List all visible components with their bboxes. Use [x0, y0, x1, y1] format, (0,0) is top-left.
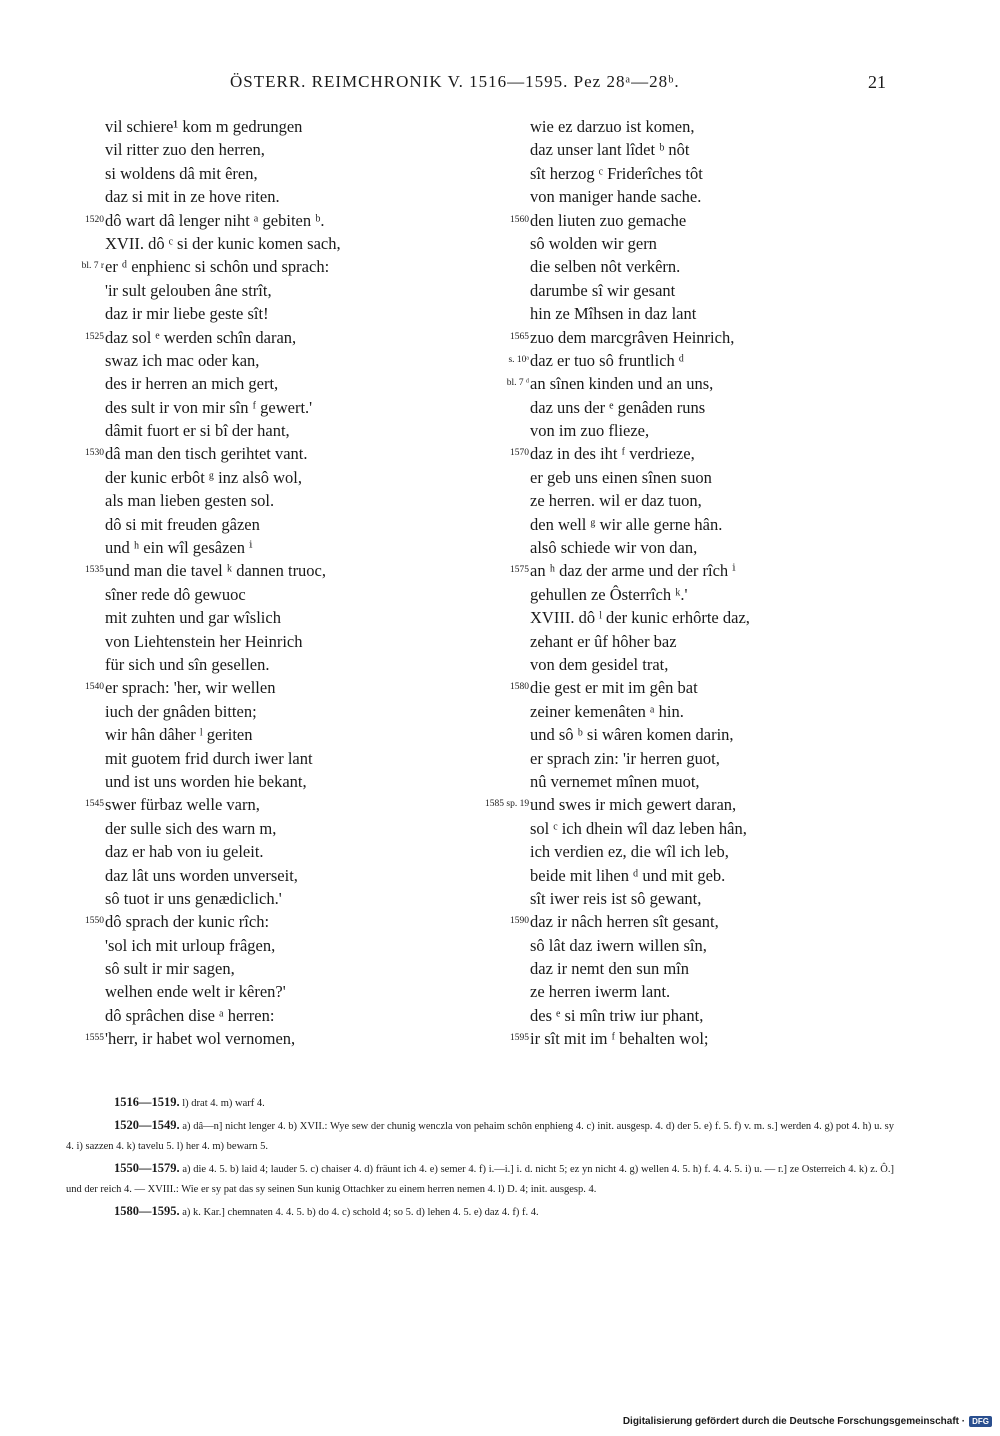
verse-text: daz si mit in ze hove riten.: [105, 187, 280, 207]
verse-line: [60, 419, 460, 442]
verse-line: [485, 513, 885, 536]
verse-text: der sulle sich des warn m,: [105, 818, 277, 838]
line-number: 1550: [85, 916, 104, 927]
verse-text: 'ir sult gelouben âne strît,: [105, 280, 272, 300]
verse-line: [485, 349, 885, 372]
verse-text: 'herr, ir habet wol vernomen,: [105, 1029, 296, 1049]
left-verse-column: [60, 115, 460, 1051]
verse-line: [60, 1004, 460, 1027]
verse-line: [60, 606, 460, 629]
footnote-text: a) die 4. 5. b) laid 4; lauder 5. c) chaiser 4. d) fräunt ich 4. e) semer 4. f) i.—i.] i. d. nicht 5; ez yn nicht 4. g) wellen 4. 5. h) f. 4. 4. 5. i) u. — r.] ze Osterreich 4. k) z. Ô.] und der reich 4. — XVIII.: Wie er sy pat das sy seinen Sun kunig Ottachker zu einem herren nemen 4. l) D. 4; init. ausgesp. 4.: [66, 1163, 895, 1195]
verse-text: mit guotem frid durch iwer lant: [105, 748, 313, 768]
verse-line: [60, 630, 460, 653]
verse-line: [60, 396, 460, 419]
verse-line: [485, 840, 885, 863]
verse-line: [60, 1027, 460, 1050]
verse-text: er sprach: 'her, wir wellen: [105, 678, 276, 698]
verse-text: an sînen kinden und an uns,: [530, 374, 714, 394]
verse-line: [485, 700, 885, 723]
verse-text: ze herren. wil er daz tuon,: [530, 491, 702, 511]
verse-line: [485, 1004, 885, 1027]
verse-line: [485, 396, 885, 419]
verse-line: [60, 489, 460, 512]
verse-line: [485, 817, 885, 840]
line-number: 1540: [85, 682, 104, 693]
verse-text: beide mit lihen ᵈ und mit geb.: [530, 865, 726, 885]
verse-text: ich verdien ez, die wîl ich leb,: [530, 842, 729, 862]
verse-line: [485, 887, 885, 910]
verse-line: [60, 279, 460, 302]
verse-text: daz ir nemt den sun mîn: [530, 959, 690, 979]
verse-text: und man die tavel ᵏ dannen truoc,: [105, 561, 327, 581]
verse-text: iuch der gnâden bitten;: [105, 701, 257, 721]
line-number: 1565: [510, 331, 529, 342]
verse-text: hin ze Mîhsen in daz lant: [530, 304, 697, 324]
verse-text: sô tuot ir uns genædiclich.': [105, 888, 282, 908]
footnote-text: l) drat 4. m) warf 4.: [182, 1098, 265, 1109]
verse-text: alsô schiede wir von dan,: [530, 538, 698, 558]
verse-line: [485, 934, 885, 957]
verse-text: des ir herren an mich gert,: [105, 374, 279, 394]
verse-text: wir hân dâher ˡ geriten: [105, 725, 253, 745]
verse-text: von dem gesidel trat,: [530, 654, 669, 674]
verse-line: [485, 653, 885, 676]
verse-line: [60, 653, 460, 676]
verse-text: ir sît mit im ᶠ behalten wol;: [530, 1029, 709, 1049]
verse-text: von maniger hande sache.: [530, 187, 702, 207]
verse-text: und ʰ ein wîl gesâzen ⁱ: [105, 538, 253, 558]
verse-line: [60, 209, 460, 232]
footnote-paragraph: [66, 1115, 894, 1158]
funding-credit-text: Digitalisierung gefördert durch die Deutsche Forschungsgemeinschaft ·: [622, 1416, 966, 1427]
line-number: 1520: [85, 214, 104, 225]
verse-text: daz er hab von iu geleit.: [105, 842, 264, 862]
verse-line: [60, 817, 460, 840]
verse-text: sît iwer reis ist sô gewant,: [530, 888, 702, 908]
verse-text: zuo dem marcgrâven Heinrich,: [530, 327, 735, 347]
verse-line: [60, 887, 460, 910]
verse-line: [485, 279, 885, 302]
verse-line: [60, 185, 460, 208]
verse-line: [60, 583, 460, 606]
line-number: 1570: [510, 448, 529, 459]
verse-text: er ᵈ enphienc si schôn und sprach:: [105, 257, 330, 277]
verse-line: [60, 840, 460, 863]
verse-line: [60, 442, 460, 465]
verse-line: [60, 910, 460, 933]
verse-text: die selben nôt verkêrn.: [530, 257, 681, 277]
line-number: 1575: [510, 565, 529, 576]
line-number: 1585 sp. 19: [485, 799, 530, 810]
verse-text: daz lât uns worden unverseit,: [105, 865, 298, 885]
verse-text: von im zuo flieze,: [530, 421, 650, 441]
verse-text: darumbe sî wir gesant: [530, 280, 676, 300]
verse-text: daz sol ᵉ werden schîn daran,: [105, 327, 297, 347]
verse-text: sîner rede dô gewuoc: [105, 584, 246, 604]
running-title: ÖSTERR. REIMCHRONIK V. 1516—1595. Pez 28ᵃ—28ᵇ.: [230, 72, 680, 91]
verse-line: [485, 372, 885, 395]
verse-text: daz er tuo sô fruntlich ᵈ: [530, 350, 685, 370]
footnote-range: 1550—1579.: [114, 1160, 180, 1175]
verse-text: den well ᵍ wir alle gerne hân.: [530, 514, 723, 534]
footnote-text: a) dâ—n] nicht lenger 4. b) XVII.: Wye sew der chunig wenczla von pehaim schôn enphieng 4. c) init. ausgesp. 4. d) der 5. e) f. 5. f) v. m. s.] werden 4. g) pot 4. h) u. sy 4. i) sazzen 4. k) tavelu 5. l) her 4. m) bewarn 5.: [66, 1120, 894, 1152]
verse-text: swaz ich mac oder kan,: [105, 350, 260, 370]
verse-text: 'sol ich mit urloup frâgen,: [105, 935, 276, 955]
verse-line: [485, 138, 885, 161]
verse-text: für sich und sîn gesellen.: [105, 654, 270, 674]
verse-text: zeiner kemenâten ᵃ hin.: [530, 701, 684, 721]
verse-text: der kunic erbôt ᵍ inz alsô wol,: [105, 467, 302, 487]
footnote-paragraph: [66, 1201, 894, 1224]
verse-line: [485, 606, 885, 629]
verse-text: gehullen ze Ôsterrîch ᵏ.': [530, 584, 688, 604]
verse-text: dô sprâchen dise ᵃ herren:: [105, 1005, 275, 1025]
line-number: 1580: [510, 682, 529, 693]
verse-text: als man lieben gesten sol.: [105, 491, 275, 511]
line-number: s. 10ᵃ: [508, 354, 529, 365]
verse-text: swer fürbaz welle varn,: [105, 795, 260, 815]
line-number: bl. 7 r: [81, 261, 104, 272]
verse-text: dâmit fuort er si bî der hant,: [105, 421, 290, 441]
verse-line: [60, 232, 460, 255]
verse-line: [485, 957, 885, 980]
verse-line: [60, 513, 460, 536]
line-number: 1535: [85, 565, 104, 576]
verse-text: daz in des iht ᶠ verdrieze,: [530, 444, 695, 464]
verse-line: [485, 536, 885, 559]
verse-line: [60, 326, 460, 349]
footnote-range: 1520—1549.: [114, 1117, 180, 1132]
right-verse-column: [485, 115, 885, 1051]
page-number: 21: [868, 72, 886, 92]
verse-line: [485, 115, 885, 138]
verse-text: vil ritter zuo den herren,: [105, 140, 265, 160]
verse-line: [60, 980, 460, 1003]
verse-text: wie ez darzuo ist komen,: [530, 117, 695, 136]
line-number: 1530: [85, 448, 104, 459]
verse-line: [60, 302, 460, 325]
verse-line: [485, 302, 885, 325]
verse-text: und ist uns worden hie bekant,: [105, 771, 307, 791]
verse-text: dô sprach der kunic rîch:: [105, 912, 270, 932]
verse-text: si woldens dâ mit êren,: [105, 163, 258, 183]
verse-text: sô sult ir mir sagen,: [105, 959, 235, 979]
verse-line: [60, 957, 460, 980]
verse-text: daz uns der ᵉ genâden runs: [530, 397, 706, 417]
footnote-text: a) k. Kar.] chemnaten 4. 4. 5. b) do 4. c) schold 4; so 5. d) lehen 4. 5. e) daz 4. f) f. 4.: [182, 1206, 539, 1218]
verse-text: sô wolden wir gern: [530, 233, 657, 253]
verse-text: und sô ᵇ si wâren komen darin,: [530, 725, 734, 745]
verse-text: er sprach zin: 'ir herren guot,: [530, 748, 720, 768]
verse-text: von Liehtenstein her Heinrich: [105, 631, 303, 651]
verse-text: den liuten zuo gemache: [530, 210, 687, 230]
verse-text: mit zuhten und gar wîslich: [105, 608, 281, 628]
verse-text: daz ir nâch herren sît gesant,: [530, 912, 719, 932]
verse-line: [60, 723, 460, 746]
line-number: 1545: [85, 799, 104, 810]
verse-line: [485, 1027, 885, 1050]
verse-line: [60, 255, 460, 278]
verse-line: [485, 419, 885, 442]
verse-text: vil schiere¹ kom m gedrungen: [105, 117, 303, 136]
line-number: bl. 7 ᵈ: [506, 378, 529, 389]
verse-line: [485, 559, 885, 582]
verse-line: [485, 185, 885, 208]
verse-text: sol ᶜ ich dhein wîl daz leben hân,: [530, 818, 747, 838]
verse-line: [485, 980, 885, 1003]
verse-line: [485, 910, 885, 933]
verse-text: daz unser lant lîdet ᵇ nôt: [530, 140, 690, 160]
verse-text: an ʰ daz der arme und der rîch ⁱ: [530, 561, 736, 581]
verse-line: [485, 255, 885, 278]
verse-text: daz ir mir liebe geste sît!: [105, 304, 269, 324]
verse-line: [60, 676, 460, 699]
verse-line: [485, 793, 885, 816]
line-number: 1525: [85, 331, 104, 342]
verse-line: [60, 559, 460, 582]
dfg-logo: DFG: [969, 1416, 992, 1427]
line-number: 1590: [510, 916, 529, 927]
verse-line: [485, 326, 885, 349]
verse-line: [485, 770, 885, 793]
verse-text: dô wart dâ lenger niht ᵃ gebiten ᵇ.: [105, 210, 325, 230]
verse-text: des ᵉ si mîn triw iur phant,: [530, 1005, 704, 1025]
verse-text: und swes ir mich gewert daran,: [530, 795, 737, 815]
verse-line: [485, 209, 885, 232]
verse-text: welhen ende welt ir kêren?': [105, 982, 286, 1002]
verse-line: [60, 138, 460, 161]
verse-line: [485, 232, 885, 255]
verse-text: er geb uns einen sînen suon: [530, 467, 712, 487]
verse-line: [60, 349, 460, 372]
verse-text: dô si mit freuden gâzen: [105, 514, 260, 534]
verse-text: zehant er ûf hôher baz: [530, 631, 677, 651]
verse-line: [485, 162, 885, 185]
verse-line: [60, 536, 460, 559]
verse-line: [60, 115, 460, 138]
verse-line: [485, 676, 885, 699]
verse-line: [60, 934, 460, 957]
page-header: [0, 72, 1000, 96]
verse-text: sît herzog ᶜ Friderîches tôt: [530, 163, 703, 183]
verse-text: dâ man den tisch gerihtet vant.: [105, 444, 308, 464]
verse-line: [485, 466, 885, 489]
verse-line: [60, 793, 460, 816]
verse-text: XVII. dô ᶜ si der kunic komen sach,: [105, 233, 341, 253]
footnote-range: 1580—1595.: [114, 1203, 180, 1218]
funding-credit: [623, 1416, 992, 1427]
verse-line: [60, 700, 460, 723]
verse-text: sô lât daz iwern willen sîn,: [530, 935, 707, 955]
verse-line: [60, 747, 460, 770]
footnote-range: 1516—1519.: [114, 1095, 180, 1109]
verse-line: [485, 723, 885, 746]
footnote-paragraph: [66, 1158, 894, 1201]
verse-line: [485, 864, 885, 887]
line-number: 1560: [510, 214, 529, 225]
verse-line: [485, 442, 885, 465]
verse-line: [60, 864, 460, 887]
line-number: 1555: [85, 1033, 104, 1044]
verse-text: ze herren iwerm lant.: [530, 982, 671, 1002]
verse-line: [485, 583, 885, 606]
verse-line: [60, 162, 460, 185]
verse-line: [60, 372, 460, 395]
verse-line: [485, 747, 885, 770]
line-number: 1595: [510, 1033, 529, 1044]
verse-line: [60, 466, 460, 489]
verse-line: [485, 630, 885, 653]
verse-text: XVIII. dô ˡ der kunic erhôrte daz,: [530, 608, 750, 628]
footnote-paragraph: [66, 1092, 894, 1115]
footnotes: [66, 1092, 894, 1223]
verse-line: [485, 489, 885, 512]
verse-text: die gest er mit im gên bat: [530, 678, 698, 698]
verse-text: des sult ir von mir sîn ᶠ gewert.': [105, 397, 313, 417]
verse-line: [60, 770, 460, 793]
verse-text: nû vernemet mînen muot,: [530, 771, 700, 791]
